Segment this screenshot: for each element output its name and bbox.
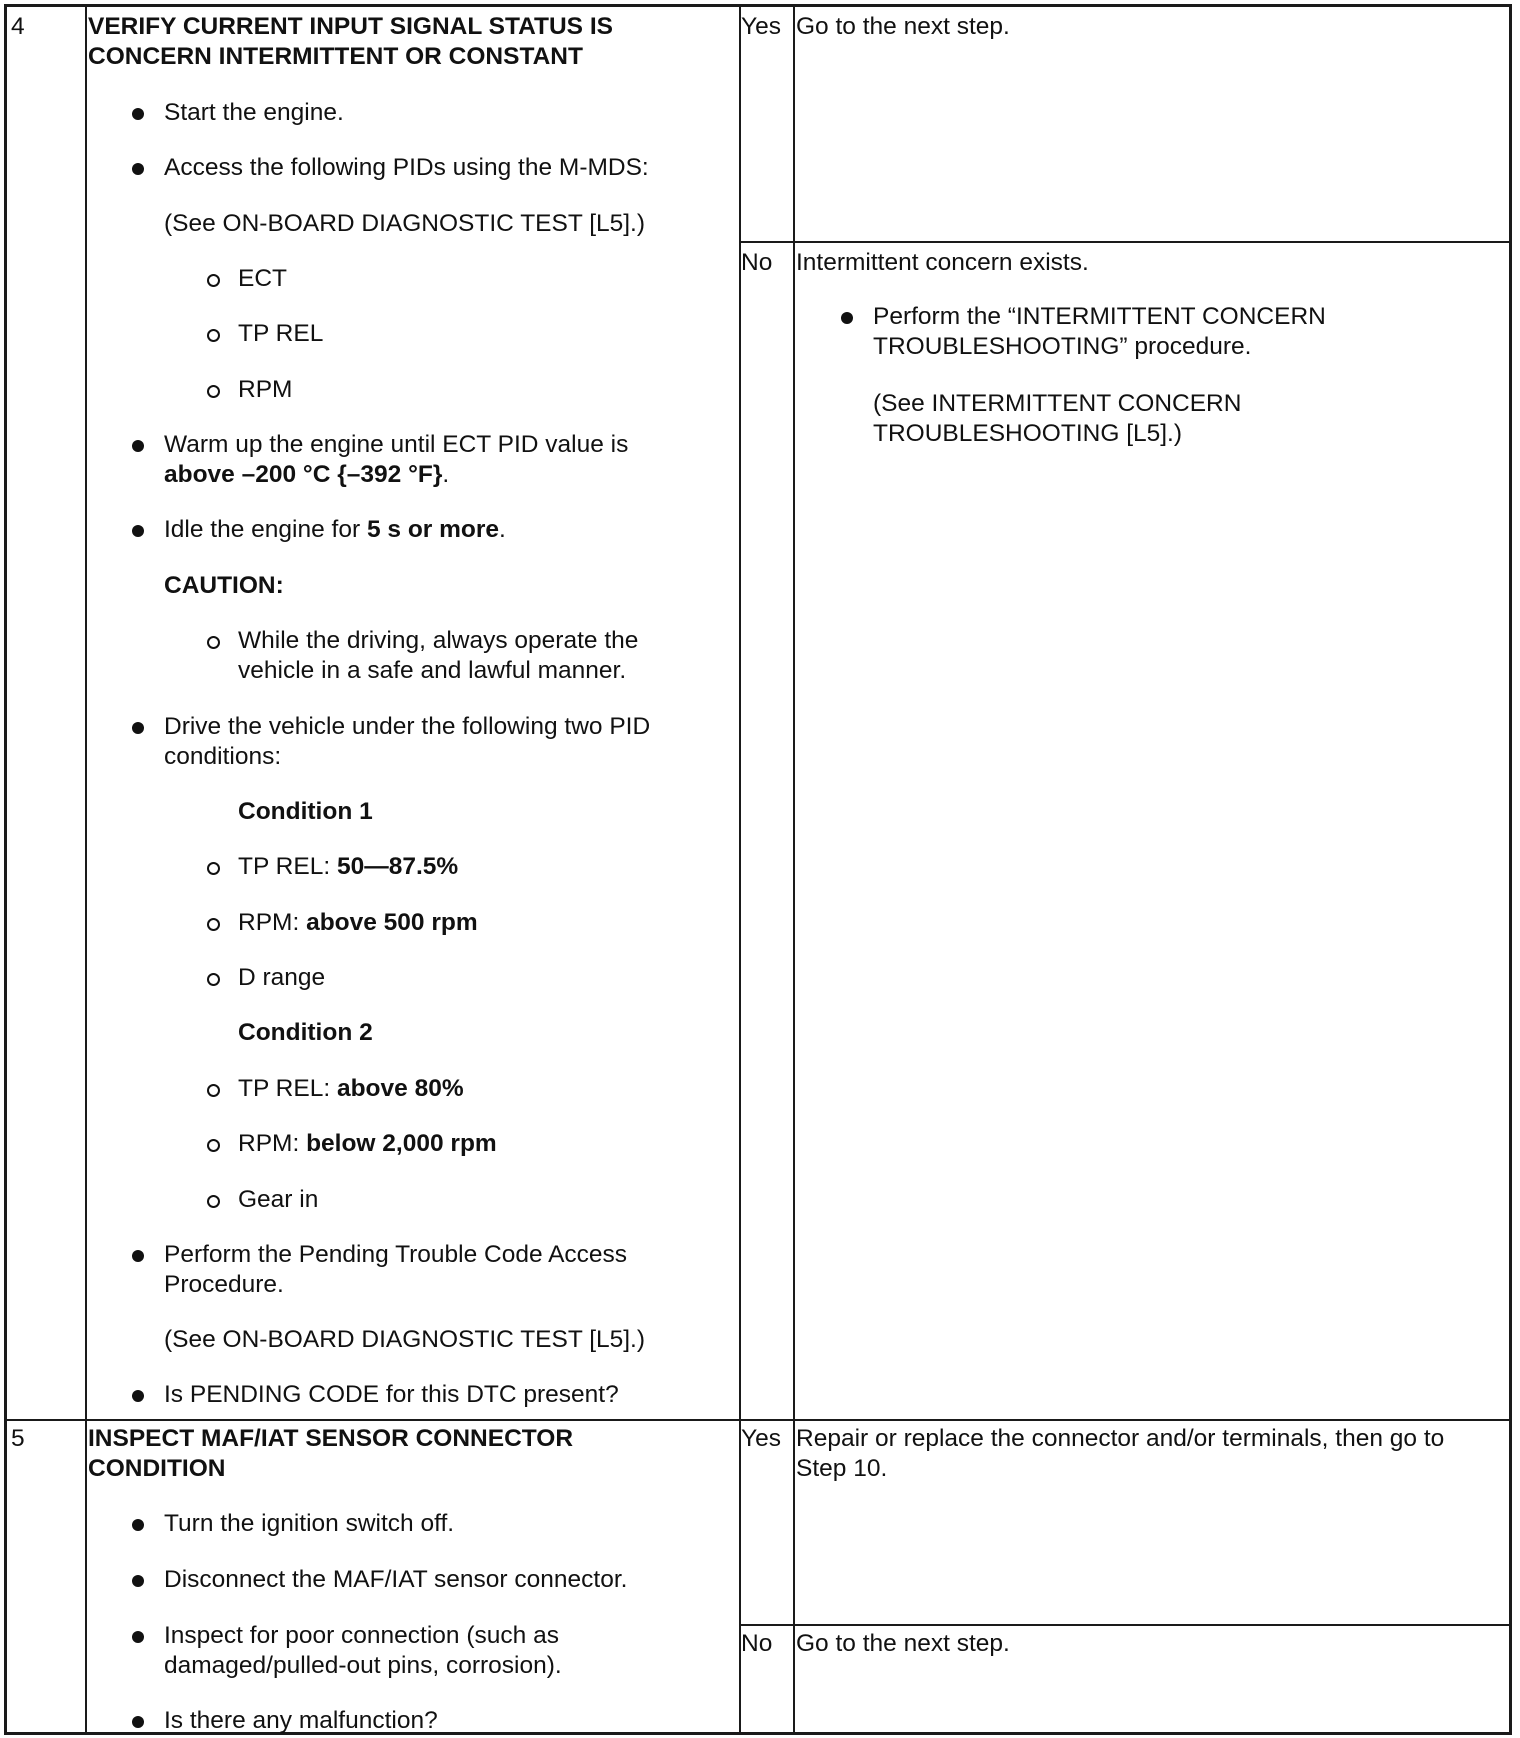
sub-bullet-icon [207,973,220,986]
column-divider-step [85,7,87,1732]
pid-label: TP REL: [238,1075,337,1102]
bullet-icon [132,1390,144,1402]
bullet-icon [132,108,144,120]
sub-bullet-icon [207,918,220,931]
row-divider-step5 [7,1419,1509,1421]
condition1-range: D range [238,964,326,991]
step4-warm-up-line2 [164,460,449,490]
step4-warm-up-line1: Warm up the engine until ECT PID value is [164,431,629,458]
condition1-rpm [238,908,478,938]
step5-title-line2: CONDITION [88,1455,226,1482]
bullet-icon [132,440,144,452]
condition2-rpm [238,1129,497,1159]
step4-yes-label: Yes [741,13,781,40]
bullet-icon [132,1519,144,1531]
step4-no-label: No [741,249,773,276]
step4-title-line1: VERIFY CURRENT INPUT SIGNAL STATUS IS [88,13,613,40]
step4-no-see-line2: TROUBLESHOOTING [L5].) [873,420,1183,447]
step5-yes-line1: Repair or replace the connector and/or terminals, then go to [796,1425,1445,1452]
step4-idle-engine [164,515,506,545]
step5-no-action: Go to the next step. [796,1630,1010,1657]
step4-drive-line2: conditions: [164,743,282,770]
bullet-icon [132,525,144,537]
pid-label: RPM: [238,1130,307,1157]
step-number-4: 4 [11,13,25,40]
caution-line2: vehicle in a safe and lawful manner. [238,657,627,684]
pid-value: above 80% [336,1075,464,1102]
bullet-icon [841,312,853,324]
caution-label: CAUTION: [164,572,284,599]
column-divider-answer [793,7,795,1732]
punctuation: . [499,516,506,543]
step5-inspect-line2: damaged/pulled-out pins, corrosion). [164,1652,562,1679]
step5-yes-line2: Step 10. [796,1455,888,1482]
bullet-icon [132,1575,144,1587]
sub-bullet-icon [207,385,220,398]
sub-bullet-icon [207,1195,220,1208]
pid-label: RPM: [238,909,307,936]
step4-yes-action: Go to the next step. [796,13,1010,40]
condition-2-label: Condition 2 [238,1019,373,1046]
step4-no-action: Intermittent concern exists. [796,249,1089,276]
condition-1-label: Condition 1 [238,798,373,825]
bullet-icon [132,1250,144,1262]
pid-value: 50—87.5% [336,853,459,880]
sub-bullet-icon [207,1084,220,1097]
sub-bullet-icon [207,274,220,287]
sub-bullet-icon [207,1139,220,1152]
step4-start-engine: Start the engine. [164,99,344,126]
step5-disconnect: Disconnect the MAF/IAT sensor connector. [164,1566,628,1593]
pid-value: below 2,000 rpm [306,1130,497,1157]
step5-inspect-line1: Inspect for poor connection (such as [164,1622,559,1649]
sub-bullet-icon [207,329,220,342]
step-number-5: 5 [11,1425,25,1452]
step5-question: Is there any malfunction? [164,1707,438,1734]
idle-text: Idle the engine for [164,516,367,543]
punctuation: . [442,461,450,488]
step4-see-onboard-test: (See ON-BOARD DIAGNOSTIC TEST [L5].) [164,210,646,237]
caution-line1: While the driving, always operate the [238,627,639,654]
step4-see-onboard-test-2: (See ON-BOARD DIAGNOSTIC TEST [L5].) [164,1326,646,1353]
sub-bullet-icon [207,636,220,649]
step4-question: Is PENDING CODE for this DTC present? [164,1381,619,1408]
step4-no-procedure-line1: Perform the “INTERMITTENT CONCERN [873,303,1326,330]
condition1-tp-rel [238,852,458,882]
idle-duration: 5 s or more [366,516,500,543]
condition2-gear: Gear in [238,1186,319,1213]
bullet-icon [132,1631,144,1643]
pid-rpm: RPM [238,376,293,403]
step4-access-pids: Access the following PIDs using the M-MDS: [164,154,649,181]
step4-title-line2: CONCERN INTERMITTENT OR CONSTANT [88,43,583,70]
pid-ect: ECT [238,265,287,292]
condition2-tp-rel [238,1074,464,1104]
step5-title-line1: INSPECT MAF/IAT SENSOR CONNECTOR [88,1425,574,1452]
sub-bullet-icon [207,862,220,875]
step4-no-procedure-line2: TROUBLESHOOTING” procedure. [873,333,1252,360]
ect-threshold-value: above –200 °C {–392 °F} [164,461,443,488]
pid-label: TP REL: [238,853,337,880]
step4-drive-line1: Drive the vehicle under the following two PID [164,713,651,740]
step4-pending-line2: Procedure. [164,1271,284,1298]
step4-no-see-line1: (See INTERMITTENT CONCERN [873,390,1242,417]
bullet-icon [132,722,144,734]
bullet-icon [132,163,144,175]
pid-value: above 500 rpm [306,909,478,936]
step5-yes-label: Yes [741,1425,781,1452]
pid-tp-rel: TP REL [238,320,324,347]
step5-no-label: No [741,1630,773,1657]
yes-no-divider-step4 [739,241,1509,243]
step5-ignition-off: Turn the ignition switch off. [164,1510,455,1537]
step4-pending-line1: Perform the Pending Trouble Code Access [164,1241,628,1268]
yes-no-divider-step5 [739,1624,1509,1626]
bullet-icon [132,1716,144,1728]
